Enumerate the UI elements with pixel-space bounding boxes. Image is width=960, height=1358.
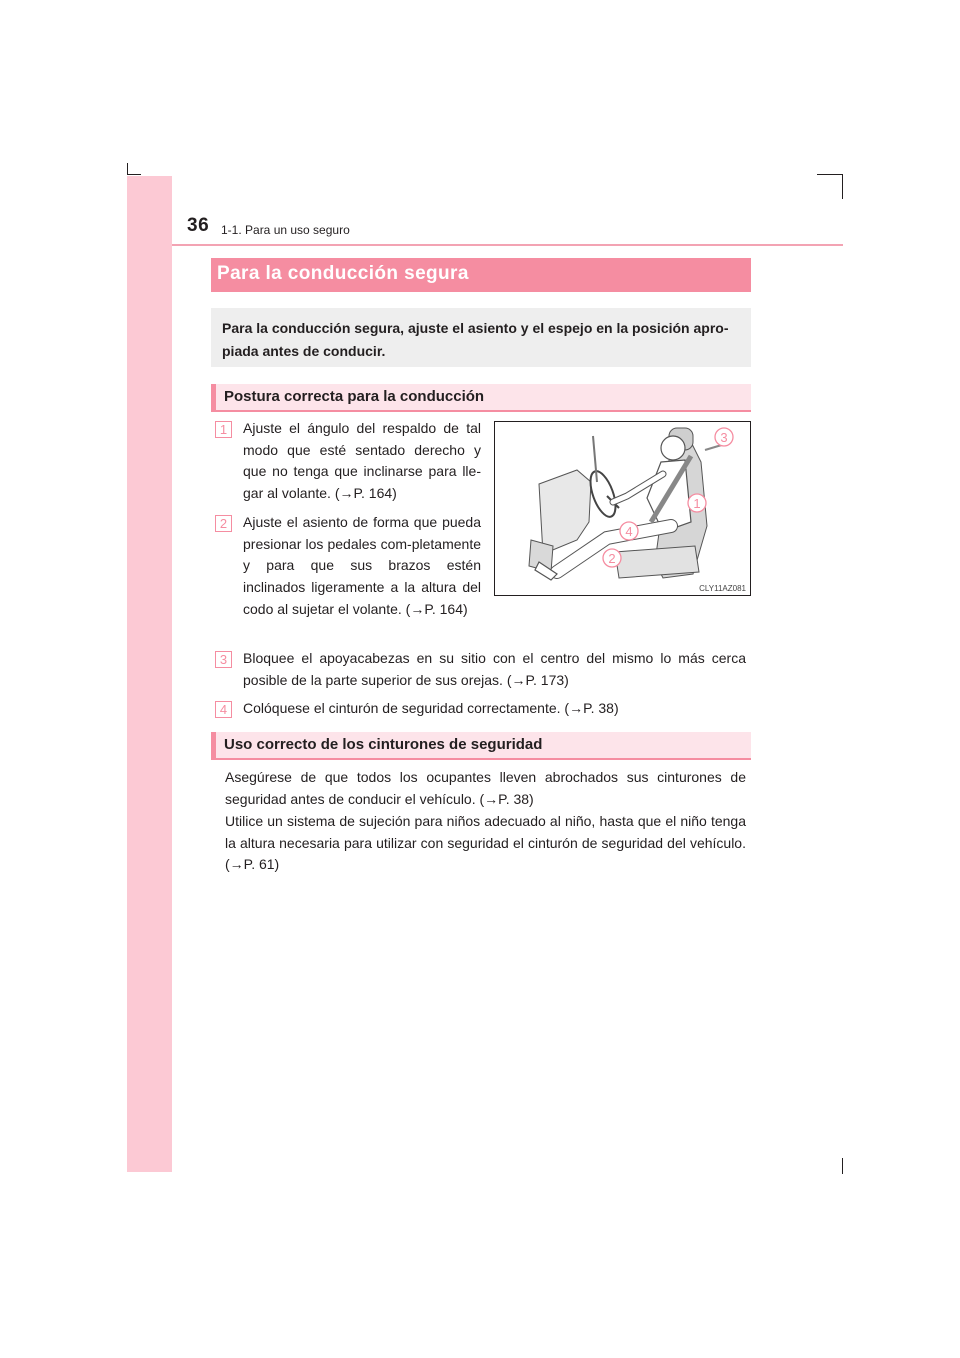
subheader-posture: Postura correcta para la conducción xyxy=(211,384,751,412)
intro-box xyxy=(211,308,751,367)
header-divider xyxy=(172,244,843,246)
seatbelt-paragraph-2: Utilice un sistema de sujeción para niños adecuado al niño, hasta que el niño tenga la altura necesaria para utilizar con seguridad el cinturón de seguridad del vehículo. (→P. 61) xyxy=(225,813,746,873)
crop-mark xyxy=(842,174,843,199)
crop-mark xyxy=(842,1158,843,1174)
posture-item-4: Colóquese el cinturón de seguridad correctamente. (→P. 38) xyxy=(243,700,619,716)
posture-item-1: Ajuste el ángulo del respaldo de tal modo que esté sentado derecho y que no tenga que inclinarse para lle-gar al volante. (→P. 164) xyxy=(243,420,481,502)
crop-mark xyxy=(817,174,843,175)
crop-mark xyxy=(127,174,141,175)
svg-text:4: 4 xyxy=(625,524,633,539)
callout-4 xyxy=(620,522,638,540)
driving-posture-figure xyxy=(494,421,751,596)
section-label: 1-1. Para un uso seguro xyxy=(221,223,350,237)
crop-mark xyxy=(127,163,128,175)
svg-text:2: 2 xyxy=(608,551,616,566)
figure-code: CLY11AZ081 xyxy=(699,584,746,593)
svg-text:3: 3 xyxy=(720,430,728,445)
item-number-badge: 3 xyxy=(215,651,232,668)
svg-text:1: 1 xyxy=(693,496,701,511)
side-tab-strip xyxy=(127,176,172,1172)
intro-text: Para la conducción segura, ajuste el asiento y el espejo en la posición apro-piada antes de conducir. xyxy=(222,320,729,359)
item-number-badge: 1 xyxy=(215,421,232,438)
driver-illustration xyxy=(495,422,750,595)
posture-item-2: Ajuste el asiento de forma que pueda presionar los pedales com-pletamente y para que sus brazos estén inclinados ligeramente a la altura del codo al sujetar el volante. (→P. 164) xyxy=(243,514,481,617)
callout-1 xyxy=(688,494,706,512)
page-number: 36 xyxy=(187,215,210,236)
callout-2 xyxy=(603,549,621,567)
posture-item-3: Bloquee el apoyacabezas en su sitio con el centro del mismo lo más cerca posible de la parte superior de sus orejas. (→P. 173) xyxy=(243,650,746,688)
seatbelt-paragraph-1: Asegúrese de que todos los ocupantes lleven abrochados sus cinturones de seguridad antes de conducir el vehículo. (→P. 38) xyxy=(225,769,746,807)
subheader-seatbelts: Uso correcto de los cinturones de seguridad xyxy=(211,732,751,760)
item-number-badge: 4 xyxy=(215,701,232,718)
page-title: Para la conducción segura xyxy=(211,258,751,292)
callout-3 xyxy=(715,428,733,446)
item-number-badge: 2 xyxy=(215,515,232,532)
